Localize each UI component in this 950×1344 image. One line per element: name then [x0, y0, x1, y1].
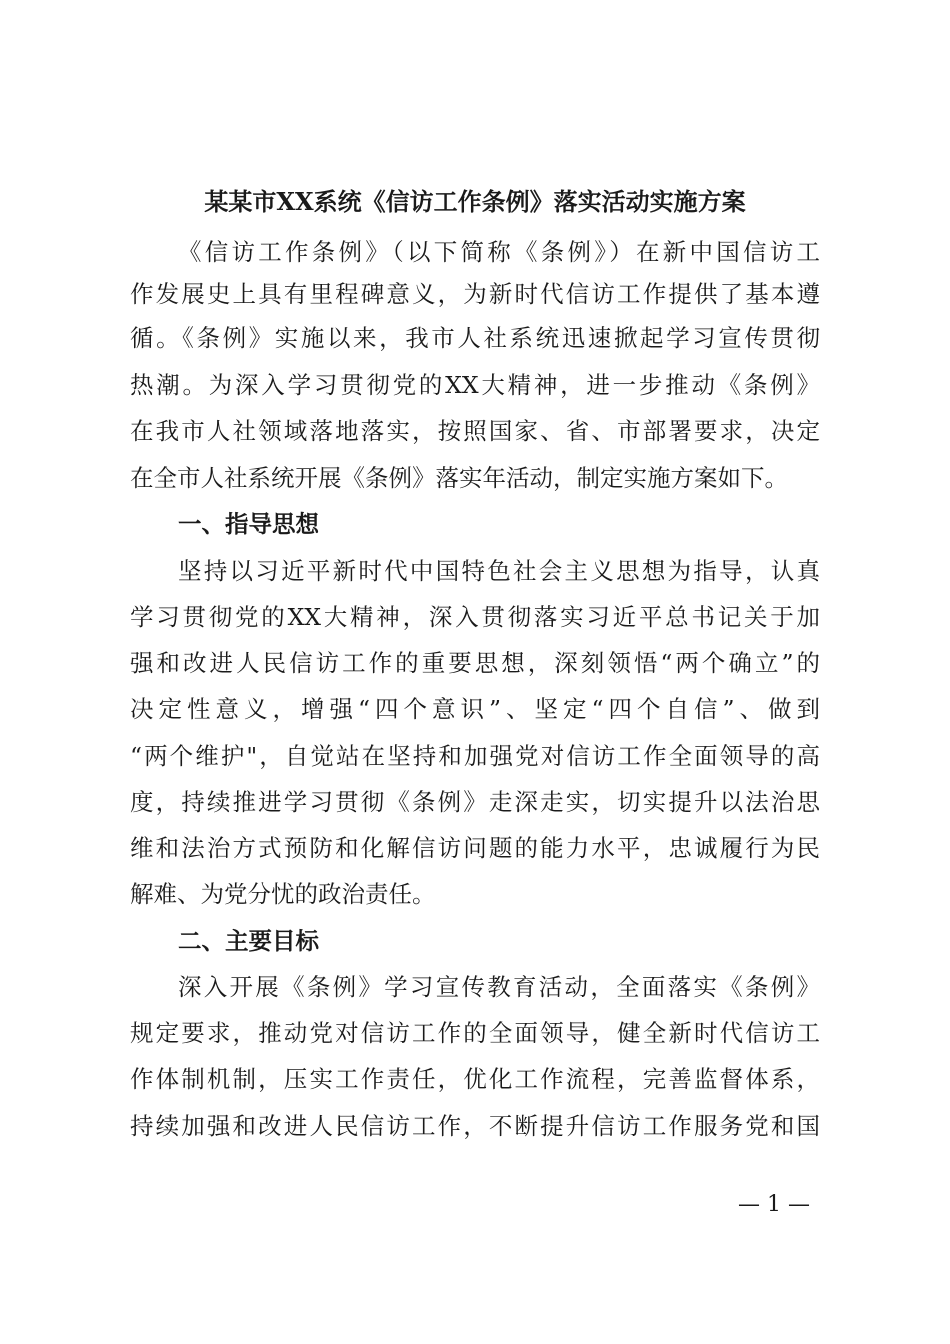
section-heading-main-goals: 二、主要目标 [178, 927, 319, 955]
intro-line: 作发展史上具有里程碑意义，为新时代信访工作提供了基本遵 [130, 280, 820, 308]
page-number: — 1 — [738, 1192, 810, 1217]
intro-line: 热潮。为深入学习贯彻党的XX大精神，进一步推动《条例》 [130, 371, 820, 399]
section2-line: 深入开展《条例》学习宣传教育活动，全面落实《条例》 [178, 973, 820, 1001]
section1-line: 坚持以习近平新时代中国特色社会主义思想为指导，认真 [178, 557, 820, 585]
section2-line: 持续加强和改进人民信访工作，不断提升信访工作服务党和国 [130, 1112, 820, 1140]
section1-line: 解难、为党分忧的政治责任。 [130, 880, 436, 908]
section1-line: 学习贯彻党的XX大精神，深入贯彻落实习近平总书记关于加 [130, 603, 820, 631]
section1-line: “两个维护"，自觉站在坚持和加强党对信访工作全面领导的高 [130, 742, 820, 770]
section-heading-guiding-ideology: 一、指导思想 [178, 510, 319, 538]
section2-line: 规定要求，推动党对信访工作的全面领导，健全新时代信访工 [130, 1019, 820, 1047]
section1-line: 强和改进人民信访工作的重要思想，深刻领悟“两个确立”的 [130, 649, 820, 677]
intro-line: 在我市人社领域落地落实，按照国家、省、市部署要求，决定 [130, 417, 820, 445]
intro-line: 循。《条例》实施以来，我市人社系统迅速掀起学习宣传贯彻 [130, 324, 820, 352]
section2-line: 作体制机制，压实工作责任，优化工作流程，完善监督体系， [130, 1065, 820, 1093]
document-title: 某某市XX系统《信访工作条例》落实活动实施方案 [204, 187, 746, 216]
section1-line: 维和法治方式预防和化解信访问题的能力水平，忠诚履行为民 [130, 834, 820, 862]
section1-line: 度，持续推进学习贯彻《条例》走深走实，切实提升以法治思 [130, 788, 820, 816]
intro-line: 在全市人社系统开展《条例》落实年活动，制定实施方案如下。 [130, 464, 788, 492]
intro-line: 《信访工作条例》（以下简称《条例》）在新中国信访工 [178, 238, 820, 266]
section1-line: 决定性意义，增强“四个意识”、坚定“四个自信”、做到 [130, 695, 820, 723]
